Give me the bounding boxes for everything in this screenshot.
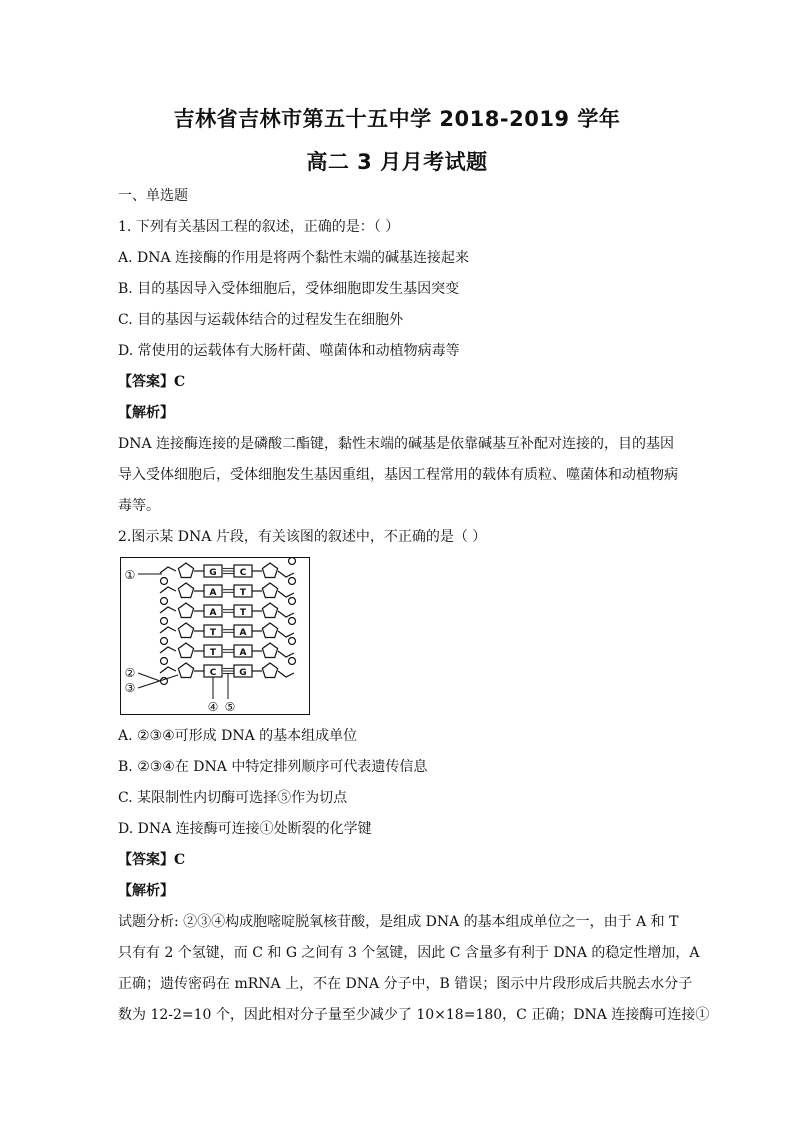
- base-letter-right: G: [239, 668, 247, 678]
- phosphate-right: [289, 598, 296, 605]
- page-subtitle: 高二 3 月月考试题: [306, 150, 488, 174]
- q2-option-d: D. DNA 连接酶可连接①处断裂的化学键: [118, 821, 372, 837]
- phosphate-left: [161, 658, 168, 665]
- deoxyribose-right: [262, 583, 277, 598]
- base-letter-left: T: [209, 628, 217, 638]
- q2-option-b: B. ②③④在 DNA 中特定排列顺序可代表遗传信息: [118, 759, 428, 775]
- q1-option-d: D. 常使用的运载体有大肠杆菌、噬菌体和动植物病毒等: [118, 343, 460, 359]
- right-backbone-link: [278, 611, 294, 617]
- q2-analysis-label: 【解析】: [118, 883, 174, 899]
- q2-analysis-line: 数为 12-2=10 个，因此相对分子量至少减少了 10×18=180，C 正确；DNA 连接酶可连接①: [118, 1007, 710, 1023]
- deoxyribose-left: [178, 583, 193, 598]
- deoxyribose-left: [178, 623, 193, 638]
- deoxyribose-right: [262, 623, 277, 638]
- base-letter-left: G: [209, 568, 217, 578]
- base-letter-left: C: [209, 668, 217, 678]
- marker-4: ④: [207, 700, 219, 714]
- q1-option-a: A. DNA 连接酶的作用是将两个黏性末端的碱基连接起来: [118, 250, 470, 266]
- deoxyribose-right: [262, 603, 277, 618]
- right-backbone-link: [278, 651, 294, 657]
- marker-5: ⑤: [224, 700, 236, 714]
- q1-analysis-line: 导入受体细胞后，受体细胞发生基因重组，基因工程常用的载体有质粒、噬菌体和动植物病: [118, 467, 678, 483]
- right-backbone-link: [278, 591, 294, 597]
- deoxyribose-right: [262, 643, 277, 658]
- q2-analysis-line: 试题分析: ②③④构成胞嘧啶脱氧核苷酸，是组成 DNA 的基本组成单位之一，由于 A 和 T: [118, 914, 679, 930]
- phosphate-right: [289, 658, 296, 665]
- q1-stem: 1. 下列有关基因工程的叙述，正确的是：（ ）: [118, 219, 400, 235]
- section-heading: 一、单选题: [118, 188, 188, 204]
- marker-3-leader: [138, 675, 178, 688]
- base-letter-right: A: [239, 648, 247, 658]
- phosphate-left: [161, 578, 168, 585]
- marker-2: ②: [124, 666, 136, 680]
- phosphate-right: [289, 558, 296, 565]
- base-letter-left: A: [209, 588, 217, 598]
- left-backbone-link: [160, 667, 176, 673]
- phosphate-right: [289, 638, 296, 645]
- q2-answer: 【答案】C: [118, 852, 186, 868]
- deoxyribose-left: [178, 663, 193, 678]
- phosphate-right: [289, 578, 296, 585]
- q1-answer: 【答案】C: [118, 374, 186, 390]
- left-backbone-link: [160, 567, 176, 573]
- phosphate-left: [161, 638, 168, 645]
- base-letter-right: T: [239, 588, 247, 598]
- base-letter-right: T: [239, 608, 247, 618]
- marker-2-leader: [138, 673, 160, 681]
- deoxyribose-left: [178, 643, 193, 658]
- q1-analysis-line: 毒等。: [118, 498, 160, 514]
- q1-analysis-label: 【解析】: [118, 405, 174, 421]
- base-letter-right: C: [239, 568, 247, 578]
- base-letter-right: A: [239, 628, 247, 638]
- deoxyribose-left: [178, 563, 193, 578]
- q1-option-b: B. 目的基因导入受体细胞后，受体细胞即发生基因突变: [118, 281, 460, 297]
- left-backbone-link: [160, 647, 176, 653]
- right-backbone-link: [278, 671, 294, 677]
- right-backbone-link: [278, 571, 294, 577]
- q2-option-c: C. 某限制性内切酶可选择⑤作为切点: [118, 790, 348, 806]
- left-backbone-link: [160, 587, 176, 593]
- marker-3: ③: [124, 681, 136, 695]
- right-backbone-link: [278, 631, 294, 637]
- phosphate-right: [289, 618, 296, 625]
- q2-stem: 2.图示某 DNA 片段，有关该图的叙述中，不正确的是（ ）: [118, 529, 487, 545]
- left-backbone-link: [160, 627, 176, 633]
- q2-analysis-line: 只有有 2 个氢键，而 C 和 G 之间有 3 个氢键，因此 C 含量多有利于 DNA 的稳定性增加，A: [118, 945, 700, 961]
- marker-1: ①: [124, 568, 136, 582]
- q2-analysis-line: 正确；遗传密码在 mRNA 上，不在 DNA 分子中，B 错误；图示中片段形成后共脱去水分子: [118, 976, 693, 992]
- dna-diagram-svg: [120, 557, 310, 715]
- deoxyribose-right: [262, 663, 277, 678]
- q2-option-a: A. ②③④可形成 DNA 的基本组成单位: [118, 728, 358, 744]
- base-letter-left: A: [209, 608, 217, 618]
- base-letter-left: T: [209, 648, 217, 658]
- phosphate-left: [161, 598, 168, 605]
- left-backbone-link: [160, 607, 176, 613]
- deoxyribose-left: [178, 603, 193, 618]
- phosphate-left: [161, 618, 168, 625]
- q1-option-c: C. 目的基因与运载体结合的过程发生在细胞外: [118, 312, 404, 328]
- deoxyribose-right: [262, 563, 277, 578]
- q1-analysis-line: DNA 连接酶连接的是磷酸二酯键，黏性末端的碱基是依靠碱基互补配对连接的，目的基因: [118, 436, 675, 452]
- page-title: 吉林省吉林市第五十五中学 2018-2019 学年: [173, 107, 621, 131]
- dna-diagram: [120, 557, 310, 715]
